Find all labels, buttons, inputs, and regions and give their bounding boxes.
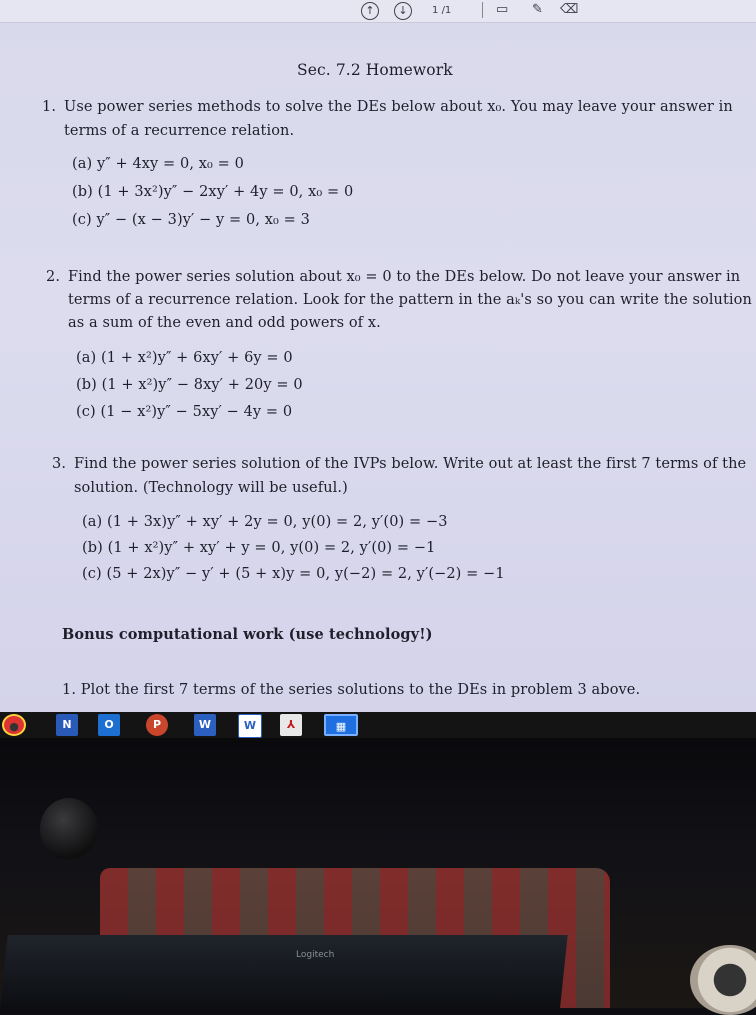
keyboard-brand: Logitech — [296, 950, 335, 960]
problem-1-line-1: Use power series methods to solve the DEs below about x₀. You may leave your answer in — [64, 99, 733, 115]
onenote-icon[interactable]: N — [56, 714, 78, 736]
problem-3-line-2: solution. (Technology will be useful.) — [74, 480, 348, 496]
erase-icon[interactable]: ⌫ — [560, 2, 579, 17]
page-indicator[interactable] — [432, 3, 451, 19]
down-arrow-icon[interactable]: ↓ — [394, 2, 412, 20]
problem-2-number: 2. — [46, 269, 61, 285]
bonus-item-1: 1. Plot the first 7 terms of the series solutions to the DEs in problem 3 above. — [62, 682, 641, 698]
problem-1-number: 1. — [42, 99, 57, 115]
problem-2-line-3: as a sum of the even and odd powers of x. — [68, 315, 381, 331]
problem-3c: (c) (5 + 2x)y″ − y′ + (5 + x)y = 0, y(−2) = 2, y′(−2) = −1 — [82, 566, 505, 582]
problem-3b: (b) (1 + x²)y″ + xy′ + y = 0, y(0) = 2, y′(0) = −1 — [82, 540, 436, 556]
problem-1c: (c) y″ − (x − 3)y′ − y = 0, x₀ = 3 — [72, 212, 310, 228]
page-current: 1 — [432, 5, 439, 16]
windows-taskbar — [0, 712, 756, 738]
powerpoint-icon[interactable]: P — [146, 714, 168, 736]
outlook-icon[interactable]: O — [98, 714, 120, 736]
keyboard — [0, 935, 568, 1008]
word-icon[interactable]: W — [194, 714, 216, 736]
problem-2c: (c) (1 − x²)y″ − 5xy′ − 4y = 0 — [76, 404, 293, 420]
mouse-object — [40, 798, 98, 860]
problem-1-line-2: terms of a recurrence relation. — [64, 123, 295, 139]
page-total: /1 — [441, 5, 452, 16]
problem-1a: (a) y″ + 4xy = 0, x₀ = 0 — [72, 156, 244, 172]
up-arrow-icon[interactable]: ↑ — [361, 2, 379, 20]
bonus-heading: Bonus computational work (use technology!) — [62, 626, 433, 643]
word-document-icon[interactable]: W — [238, 714, 262, 738]
toolbar-divider — [482, 2, 483, 18]
problem-2b: (b) (1 + x²)y″ − 8xy′ + 20y = 0 — [76, 377, 303, 393]
chrome-icon[interactable]: ● — [2, 714, 26, 736]
problem-3-line-1: Find the power series solution of the IVPs below. Write out at least the first 7 terms of the — [74, 456, 747, 472]
calculator-icon[interactable]: ▦ — [324, 714, 358, 736]
acrobat-icon[interactable]: ⅄ — [280, 714, 302, 736]
problem-3-number: 3. — [52, 456, 67, 472]
pen-icon[interactable]: ✎ — [532, 2, 543, 17]
problem-2a: (a) (1 + x²)y″ + 6xy′ + 6y = 0 — [76, 350, 293, 366]
comment-icon[interactable]: ▭ — [496, 2, 509, 17]
problem-2-line-2: terms of a recurrence relation. Look for the pattern in the aₖ's so you can write the solution — [68, 292, 752, 308]
problem-2-line-1: Find the power series solution about x₀ = 0 to the DEs below. Do not leave your answer in — [68, 269, 741, 285]
problem-1b: (b) (1 + 3x²)y″ − 2xy′ + 4y = 0, x₀ = 0 — [72, 184, 354, 200]
problem-3a: (a) (1 + 3x)y″ + xy′ + 2y = 0, y(0) = 2, y′(0) = −3 — [82, 514, 448, 530]
pdf-toolbar — [0, 0, 756, 23]
page-title: Sec. 7.2 Homework — [297, 61, 453, 79]
